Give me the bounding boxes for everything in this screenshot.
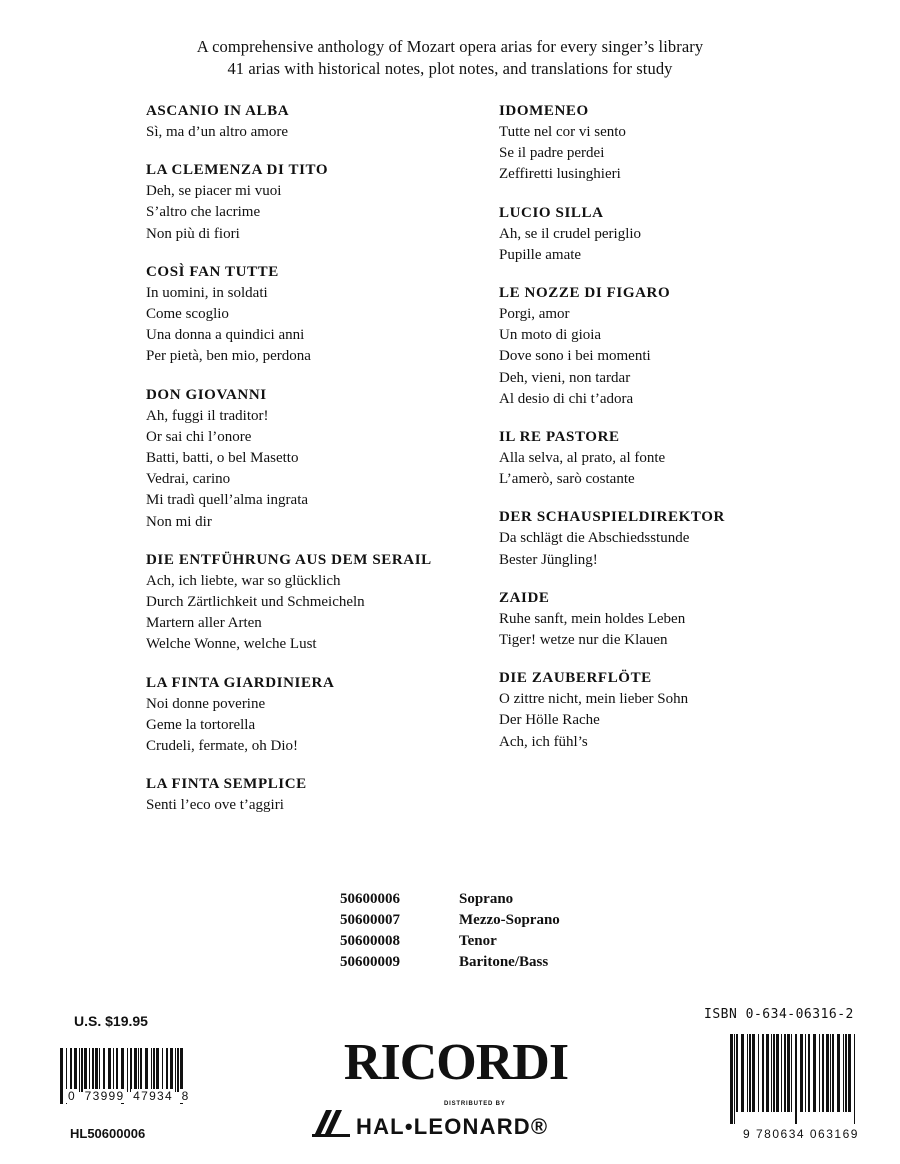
barcode-bar <box>773 1034 775 1112</box>
opera-section <box>146 100 516 143</box>
opera-section <box>499 282 869 410</box>
barcode-bar <box>736 1034 738 1112</box>
upc-right-digits: 47934 <box>133 1089 174 1103</box>
aria-title: Dove sono i bei momenti <box>499 348 651 365</box>
opera-title: LA FINTA GIARDINIERA <box>146 674 335 691</box>
barcode-bar <box>752 1034 755 1112</box>
barcode-bar <box>791 1034 792 1112</box>
aria-title: Martern aller Arten <box>146 615 262 632</box>
opera-title: DIE ENTFÜHRUNG AUS DEM SERAIL <box>146 551 432 568</box>
barcode-bar <box>730 1034 733 1124</box>
barcode-bar <box>175 1048 176 1092</box>
voice-type: Soprano <box>459 891 514 907</box>
barcode-bar <box>113 1048 114 1092</box>
barcode-bar <box>826 1034 829 1112</box>
intro-line-2: 41 arias with historical notes, plot notes, and translations for study <box>227 59 673 78</box>
aria-title: Der Hölle Rache <box>499 712 600 729</box>
barcode-bar <box>822 1034 824 1112</box>
barcode-bar <box>127 1048 128 1092</box>
upc-last-digit: 8 <box>181 1089 190 1103</box>
aria-title: Batti, batti, o bel Masetto <box>146 450 299 467</box>
barcode-bar <box>734 1034 735 1124</box>
aria-title: Ah, se il crudel periglio <box>499 225 642 242</box>
opera-title: LUCIO SILLA <box>499 204 604 221</box>
voice-edition-row <box>340 952 560 973</box>
voice-type: Baritone/Bass <box>459 954 549 970</box>
opera-section <box>146 159 516 245</box>
opera-title: LA CLEMENZA DI TITO <box>146 162 329 179</box>
barcode-bar <box>74 1048 77 1092</box>
product-code: HL50600006 <box>70 1126 146 1141</box>
intro-text <box>0 36 900 80</box>
barcode-bar <box>819 1034 820 1112</box>
barcode-bar <box>813 1034 816 1112</box>
aria-title: Zeffiretti lusinghieri <box>499 166 621 183</box>
voice-edition-row <box>340 931 560 952</box>
opera-section <box>499 587 869 651</box>
opera-section <box>146 261 516 368</box>
isbn-barcode <box>728 1034 862 1124</box>
barcode-bar <box>776 1034 779 1112</box>
aria-title: Ach, ich fühl’s <box>499 733 588 750</box>
aria-title: In uomini, in soldati <box>146 284 268 301</box>
aria-title: S’altro che lacrime <box>146 204 261 221</box>
opera-section <box>146 384 516 533</box>
barcode-bar <box>140 1048 142 1092</box>
barcode-bar <box>79 1048 80 1092</box>
barcode-bar <box>89 1048 90 1092</box>
barcode-bar <box>103 1048 105 1092</box>
barcode-bar <box>784 1034 786 1112</box>
barcode-bar <box>837 1034 840 1112</box>
barcode-bar <box>805 1034 806 1112</box>
opera-section <box>499 426 869 490</box>
edition-code: 50600007 <box>340 912 400 928</box>
opera-title: DER SCHAUSPIELDIREKTOR <box>499 509 725 526</box>
opera-title: DON GIOVANNI <box>146 386 267 403</box>
barcode-bar <box>116 1048 118 1092</box>
aria-title: Sì, ma d’un altro amore <box>146 124 289 140</box>
opera-title: ASCANIO IN ALBA <box>146 103 290 119</box>
barcode-bar <box>92 1048 94 1092</box>
barcode-bar <box>758 1034 759 1112</box>
voice-edition-row <box>340 889 560 910</box>
aria-title: Non più di fiori <box>146 225 240 242</box>
aria-title: L’amerò, sarò costante <box>499 471 635 488</box>
barcode-bar <box>81 1048 83 1092</box>
opera-list-right <box>499 100 869 769</box>
barcode-bar <box>766 1034 769 1112</box>
voice-editions <box>340 889 560 973</box>
aria-title: Welche Wonne, welche Lust <box>146 636 317 653</box>
barcode-bar <box>762 1034 764 1112</box>
barcode-bar <box>749 1034 751 1112</box>
opera-section <box>499 667 869 753</box>
aria-title: Per pietà, ben mio, perdona <box>146 348 311 365</box>
aria-title: Come scoglio <box>146 306 229 323</box>
aria-title: Porgi, amor <box>499 306 570 323</box>
upc-digits <box>66 1089 192 1103</box>
barcode-bar <box>848 1034 851 1112</box>
aria-title: Se il padre perdei <box>499 145 605 162</box>
distributor-name: HAL•LEONARD® <box>356 1114 549 1139</box>
upc-first-digit: 0 <box>68 1089 76 1103</box>
barcode-bar <box>830 1034 831 1112</box>
barcode-bar <box>800 1034 803 1112</box>
barcode-bar <box>843 1034 844 1112</box>
barcode-bar <box>138 1048 139 1092</box>
barcode-bar <box>60 1048 63 1104</box>
upc-left-digits: 73999 <box>84 1089 125 1103</box>
barcode-bar <box>95 1048 98 1092</box>
voice-type: Tenor <box>459 933 497 949</box>
publisher-logo: RICORDI <box>343 1034 569 1091</box>
opera-section <box>146 549 516 656</box>
opera-section <box>499 506 869 570</box>
barcode-bar <box>787 1034 790 1112</box>
aria-title: Bester Jüngling! <box>499 551 598 568</box>
opera-section <box>499 100 869 186</box>
opera-title: IDOMENEO <box>499 103 589 119</box>
intro-line-1: A comprehensive anthology of Mozart opera arias for every singer’s library <box>196 37 704 56</box>
barcode-bar <box>108 1048 111 1092</box>
aria-title: Ah, fuggi il traditor! <box>146 407 269 424</box>
ean-digits: 9 780634 063169 <box>743 1127 859 1141</box>
opera-title: COSÌ FAN TUTTE <box>146 263 279 280</box>
barcode-bar <box>153 1048 155 1092</box>
aria-title: Alla selva, al prato, al fonte <box>499 450 666 467</box>
barcode-bar <box>99 1048 100 1092</box>
hal-leonard-logo-icon <box>312 1108 350 1138</box>
aria-title: O zittre nicht, mein lieber Sohn <box>499 691 689 708</box>
barcode-bar <box>795 1034 797 1124</box>
barcode-bar <box>808 1034 810 1112</box>
aria-title: Senti l’eco ove t’aggiri <box>146 797 284 814</box>
distributed-by-label: DISTRIBUTED BY <box>444 1101 506 1107</box>
opera-title: LA FINTA SEMPLICE <box>146 776 307 793</box>
aria-title: Or sai chi l’onore <box>146 428 252 445</box>
aria-title: Pupille amate <box>499 246 582 263</box>
opera-title: DIE ZAUBERFLÖTE <box>499 670 652 687</box>
barcode-bar <box>156 1048 159 1092</box>
opera-section <box>499 202 869 266</box>
aria-title: Un moto di gioia <box>499 327 602 344</box>
aria-title: Geme la tortorella <box>146 716 256 733</box>
edition-code: 50600008 <box>340 933 400 949</box>
barcode-bar <box>145 1048 148 1092</box>
barcode-bar <box>151 1048 152 1092</box>
aria-title: Durch Zärtlichkeit und Schmeicheln <box>146 594 365 611</box>
barcode-bar <box>747 1034 748 1112</box>
voice-type: Mezzo-Soprano <box>459 912 560 928</box>
barcode-bar <box>781 1034 782 1112</box>
isbn-label: ISBN 0-634-06316-2 <box>704 1007 854 1022</box>
opera-title: ZAIDE <box>499 589 550 606</box>
barcode-bar <box>70 1048 72 1092</box>
aria-title: Deh, se piacer mi vuoi <box>146 183 282 200</box>
aria-title: Crudeli, fermate, oh Dio! <box>146 738 299 755</box>
opera-list-left <box>146 100 516 832</box>
barcode-bar <box>771 1034 772 1112</box>
barcode-bar <box>162 1048 163 1092</box>
aria-title: Una donna a quindici anni <box>146 327 305 344</box>
voice-edition-row <box>340 910 560 931</box>
opera-title: LE NOZZE DI FIGARO <box>499 285 671 302</box>
opera-title: IL RE PASTORE <box>499 429 620 446</box>
aria-title: Mi tradì quell’alma ingrata <box>146 492 309 509</box>
barcode-bar <box>832 1034 834 1112</box>
aria-title: Noi donne poverine <box>146 695 266 712</box>
aria-title: Tutte nel cor vi sento <box>499 124 626 140</box>
barcode-bar <box>134 1048 137 1092</box>
price: U.S. $19.95 <box>74 1013 148 1029</box>
aria-title: Non mi dir <box>146 513 212 530</box>
edition-code: 50600009 <box>340 954 400 970</box>
opera-section <box>146 773 516 816</box>
barcode-bar <box>177 1048 179 1092</box>
opera-section <box>146 672 516 758</box>
barcode-bar <box>170 1048 173 1092</box>
aria-title: Vedrai, carino <box>146 471 231 488</box>
aria-title: Ruhe sanft, mein holdes Leben <box>499 610 686 627</box>
barcode-bar <box>84 1048 87 1092</box>
aria-title: Al desio di chi t’adora <box>499 390 634 407</box>
barcode-bar <box>741 1034 744 1112</box>
barcode-bar <box>166 1048 168 1092</box>
aria-title: Tiger! wetze nur die Klauen <box>499 632 668 649</box>
barcode-bar <box>854 1034 855 1124</box>
aria-title: Ach, ich liebte, war so glücklich <box>146 572 341 589</box>
barcode-bar <box>130 1048 132 1092</box>
barcode-bar <box>845 1034 847 1112</box>
aria-title: Deh, vieni, non tardar <box>499 369 631 386</box>
edition-code: 50600006 <box>340 891 400 907</box>
aria-title: Da schlägt die Abschiedsstunde <box>499 530 690 547</box>
